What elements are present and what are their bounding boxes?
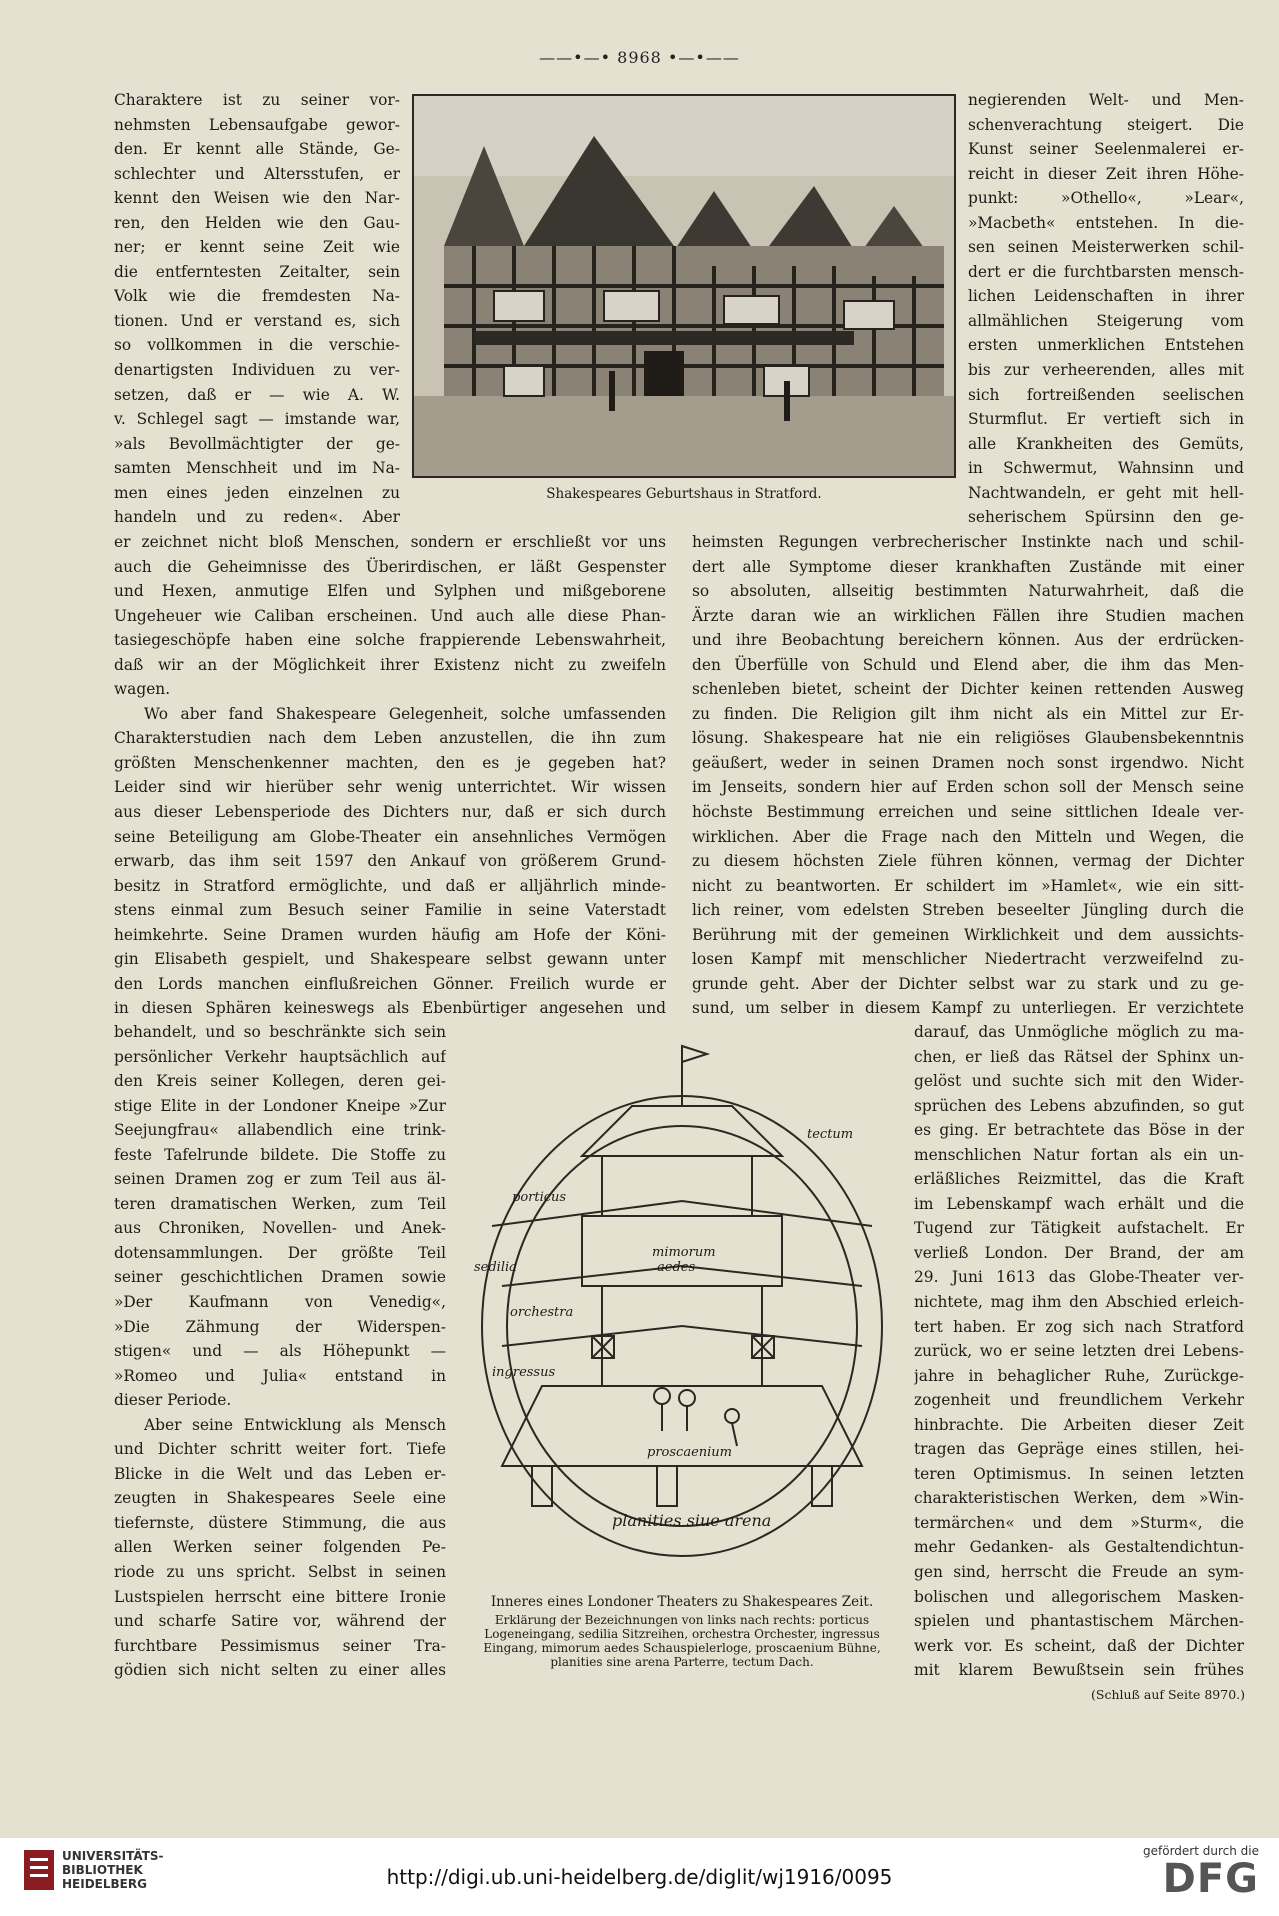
text-line: heimsten Regungen verbrecherischer Instinkte nach und schil-: [692, 533, 1244, 551]
text-line: aus Chroniken, Novellen- und Anek-: [114, 1219, 446, 1238]
text-line: Charaktere ist zu seiner vor-: [114, 91, 400, 109]
text-line: »Der Kaufmann von Venedig«,: [114, 1293, 446, 1312]
text-line: daß wir an der Möglichkeit ihrer Existenz nicht zu zweifeln: [114, 655, 666, 674]
birthplace-photo: [412, 94, 956, 478]
text-line: Leider sind wir hierüber sehr wenig unterrichtet. Wir wissen: [114, 778, 666, 797]
text-line: sen seinen Meisterwerken schil-: [968, 238, 1244, 257]
text-line: aus dieser Lebensperiode des Dichters nur, daß er sich durch: [114, 803, 666, 822]
text-line: tert haben. Er zog sich nach Stratford: [914, 1317, 1244, 1336]
text-line: sich fortreißenden seelischen: [968, 385, 1244, 404]
text-line: in diesen Sphären keineswegs als Ebenbürtiger angesehen und: [114, 999, 666, 1018]
footer-bar: [0, 1838, 1279, 1916]
text-line: Volk wie die fremdesten Na-: [114, 287, 400, 306]
text-line: »als Bevollmächtigter der ge-: [114, 434, 400, 453]
text-line: schlechter und Altersstufen, er: [114, 164, 400, 183]
page-number-header: [0, 48, 1279, 67]
text-line: gen sind, herrscht die Freude an sym-: [914, 1563, 1244, 1582]
text-line: »Romeo und Julia« entstand in: [114, 1366, 446, 1385]
text-line: seine Beteiligung am Globe-Theater ein ansehnliches Vermögen: [114, 827, 666, 846]
text-line: bolischen und allegorischem Masken-: [914, 1587, 1244, 1606]
text-line: reicht in dieser Zeit ihren Höhe-: [968, 164, 1244, 183]
left-column-lower: [114, 1020, 446, 1683]
text-line: 29. Juni 1613 das Globe-Theater ver-: [914, 1268, 1244, 1287]
text-line: seinen Dramen zog er zum Teil aus äl-: [114, 1170, 446, 1189]
text-line: die entferntesten Zeitalter, sein: [114, 262, 400, 281]
right-column-lower: [914, 1020, 1244, 1683]
dfg-text: DFG: [1162, 1856, 1259, 1902]
house-illustration: [414, 96, 954, 476]
text-line: jahre in behaglicher Ruhe, Zurückge-: [914, 1366, 1244, 1385]
text-line: dotensammlungen. Der größte Teil: [114, 1243, 446, 1262]
text-line: ren, den Helden wie den Gau-: [114, 213, 400, 232]
text-line: chen, er ließ das Rätsel der Sphinx un-: [914, 1047, 1244, 1066]
text-line: auch die Geheimnisse des Überirdischen, er läßt Gespenster: [114, 557, 666, 576]
text-line: gödien sich nicht selten zu einer alles: [114, 1661, 446, 1680]
text-line: denartigsten Individuen zu ver-: [114, 361, 400, 380]
text-line: größten Menschenkenner machten, den es je gegeben hat?: [114, 753, 666, 772]
text-line: und Dichter schritt weiter fort. Tiefe: [114, 1440, 446, 1459]
text-line: bis zur verheerenden, alles mit: [968, 361, 1244, 380]
text-line: den Lords manchen einflußreichen Gönner. Freilich wurde er: [114, 974, 666, 993]
text-line: setzen, daß er — wie A. W.: [114, 385, 400, 404]
text-line: den Überfülle von Schuld und Elend aber, die ihm das Men-: [692, 655, 1244, 674]
right-column-middle: [692, 530, 1244, 1021]
text-line: feste Tafelrunde bildete. Die Stoffe zu: [114, 1145, 446, 1164]
theatre-caption-text: Erklärung der Bezeichnungen von links nach rechts: porticus Logeneingang, sedilia Sitzreihen, orchestra Orchester, ingressus Eingang, mimorum aedes Schauspielerloge, proscaenium Bühne, planities sine arena Parterre, tectum Dach.: [483, 1613, 881, 1669]
text-line: Ärzte daran wie an wirklichen Fällen ihre Studien machen: [692, 606, 1244, 625]
text-line: den Kreis seiner Kollegen, deren gei-: [114, 1072, 446, 1091]
uni-line-1: UNIVERSITÄTS-: [62, 1849, 164, 1863]
text-line: lich reiner, vom edelsten Streben beseelter Jüngling durch die: [692, 901, 1244, 920]
text-line: lichen Leidenschaften in ihrer: [968, 287, 1244, 306]
text-line: stigen« und — als Höhepunkt —: [114, 1342, 446, 1361]
text-line: mehr Gedanken- als Gestaltendichtun-: [914, 1538, 1244, 1557]
text-line: tiefernste, düstere Stimmung, die aus: [114, 1513, 446, 1532]
text-line: negierenden Welt- und Men-: [968, 91, 1244, 109]
text-line: sprüchen des Lebens abzufinden, so gut: [914, 1096, 1244, 1115]
text-line: Seejungfrau« allabendlich eine trink-: [114, 1121, 446, 1140]
text-line: dieser Periode.: [114, 1391, 232, 1410]
text-line: alle Krankheiten des Gemüts,: [968, 434, 1244, 453]
text-line: Lustspielen herrscht eine bittere Ironie: [114, 1587, 446, 1606]
text-line: Nachtwandeln, er geht mit hell-: [968, 483, 1244, 502]
label-mimorum: mimorum: [652, 1245, 716, 1260]
text-line: und ihre Beobachtung bereichern können. Aus der erdrücken-: [692, 631, 1244, 650]
text-line: teren dramatischen Werken, zum Teil: [114, 1194, 446, 1213]
text-line: erläßliches Reizmittel, das die Kraft: [914, 1170, 1244, 1189]
text-line: termärchen« und dem »Sturm«, die: [914, 1513, 1244, 1532]
text-line: samten Menschheit und im Na-: [114, 459, 400, 478]
uni-line-3: HEIDELBERG: [62, 1877, 147, 1891]
text-line: dert er die furchtbarsten mensch-: [968, 262, 1244, 281]
ornament-right: •—•——: [667, 48, 740, 67]
text-line: handeln und zu reden«. Aber: [114, 508, 400, 527]
text-line: Tugend zur Tätigkeit aufstachelt. Er: [914, 1219, 1244, 1238]
text-line: darauf, das Unmögliche möglich zu ma-: [914, 1023, 1244, 1041]
text-line: so vollkommen in die verschie-: [114, 336, 400, 355]
text-line: den. Er kennt alle Stände, Ge-: [114, 140, 400, 159]
text-line: in Schwermut, Wahnsinn und: [968, 459, 1244, 478]
text-line: tionen. Und er verstand es, sich: [114, 311, 400, 330]
text-line: Wo aber fand Shakespeare Gelegenheit, solche umfassenden: [144, 704, 666, 723]
text-line: Berührung mit der gemeinen Wirklichkeit und dem aussichts-: [692, 925, 1244, 944]
text-line: höchste Bestimmung erreichen und seine sittlichen Ideale ver-: [692, 803, 1244, 822]
dfg-logo[interactable]: [1143, 1844, 1259, 1900]
text-line: erwarb, das ihm seit 1597 den Ankauf von größerem Grund-: [114, 852, 666, 871]
text-line: verließ London. Der Brand, der am: [914, 1243, 1244, 1262]
text-line: lösung. Shakespeare hat nie ein religiöses Glaubensbekenntnis: [692, 729, 1244, 748]
text-line: so absoluten, allseitig bestimmten Naturwahrheit, daß die: [692, 582, 1244, 601]
text-line: seiner geschichtlichen Dramen sowie: [114, 1268, 446, 1287]
text-line: »Die Zähmung der Widerspen-: [114, 1317, 446, 1336]
text-line: tasiegeschöpfe haben eine solche frappierende Lebenswahrheit,: [114, 631, 666, 650]
funded-by-text: gefördert durch die: [1143, 1844, 1259, 1858]
text-line: gelöst und suchte sich mit den Wider-: [914, 1072, 1244, 1091]
text-line: schenleben bietet, scheint der Dichter keinen rettenden Ausweg: [692, 680, 1244, 699]
text-line: Blicke in die Welt und das Leben er-: [114, 1464, 446, 1483]
text-line: er zeichnet nicht bloß Menschen, sondern er erschließt vor uns: [114, 533, 666, 551]
text-line: stige Elite in der Londoner Kneipe »Zur: [114, 1096, 446, 1115]
text-line: allmählichen Steigerung vom: [968, 311, 1244, 330]
text-line: hinbrachte. Die Arbeiten dieser Zeit: [914, 1415, 1244, 1434]
birthplace-caption: Shakespeares Geburtshaus in Stratford.: [546, 486, 822, 502]
text-line: nichtete, mag ihm den Abschied erleich-: [914, 1293, 1244, 1312]
text-line: und Hexen, anmutige Elfen und Sylphen und mißgeborene: [114, 582, 666, 601]
label-porticus: porticus: [512, 1190, 567, 1205]
text-line: menschlichen Natur fortan als ein un-: [914, 1145, 1244, 1164]
text-line: nicht zu beantworten. Er schildert im »Hamlet«, wie ein sitt-: [692, 876, 1244, 895]
text-line: stens einmal zum Besuch seiner Familie in seine Vaterstadt: [114, 901, 666, 920]
text-line: zeugten in Shakespeares Seele eine: [114, 1489, 446, 1508]
label-aedes: aedes: [657, 1260, 696, 1275]
text-line: riode zu uns spricht. Selbst in seinen: [114, 1563, 446, 1582]
theatre-caption-title: Inneres eines Londoner Theaters zu Shakespeares Zeit.: [490, 1594, 874, 1610]
text-line: Kunst seiner Seelenmalerei er-: [968, 140, 1244, 159]
text-line: im Jenseits, sondern hier auf Erden schon soll der Mensch seine: [692, 778, 1244, 797]
text-line: tragen das Gepräge eines stillen, hei-: [914, 1440, 1244, 1459]
text-line: seherischem Spürsinn den ge-: [968, 508, 1244, 527]
text-line: Sturmflut. Er vertieft sich in: [968, 410, 1244, 429]
text-line: zurück, wo er seine letzten drei Lebens-: [914, 1342, 1244, 1361]
text-line: charakteristischen Werken, dem »Win-: [914, 1489, 1244, 1508]
text-line: grunde geht. Aber der Dichter selbst war zu stark und zu ge-: [692, 974, 1244, 993]
text-line: sund, um selber in diesem Kampf zu unterliegen. Er verzichtete: [692, 999, 1244, 1018]
label-ingressus: ingressus: [492, 1365, 556, 1380]
text-line: und scharfe Satire vor, während der: [114, 1612, 446, 1631]
text-line: wagen.: [114, 680, 171, 699]
text-line: allen Werken seiner folgenden Pe-: [114, 1538, 446, 1557]
text-line: im Lebenskampf wach erhält und die: [914, 1194, 1244, 1213]
text-line: behandelt, und so beschränkte sich sein: [114, 1023, 446, 1041]
text-line: Aber seine Entwicklung als Mensch: [144, 1415, 446, 1434]
label-tectum: tectum: [807, 1127, 854, 1142]
text-line: v. Schlegel sagt — imstande war,: [114, 410, 400, 429]
text-line: heimkehrte. Seine Dramen wurden häufig am Hofe der Köni-: [114, 925, 666, 944]
text-line: es ging. Er betrachtete das Böse in der: [914, 1121, 1244, 1140]
label-orchestra: orchestra: [510, 1305, 574, 1320]
text-line: schenverachtung steigert. Die: [968, 115, 1244, 134]
text-line: Ungeheuer wie Caliban erscheinen. Und auch alle diese Phan-: [114, 606, 666, 625]
text-line: teren Optimismus. In seinen letzten: [914, 1464, 1244, 1483]
text-line: wirklichen. Aber die Frage nach den Mitteln und Wegen, die: [692, 827, 1244, 846]
text-line: zu finden. Die Religion gilt ihm nicht als ein Mittel zur Er-: [692, 704, 1244, 723]
page-number: 8968: [617, 48, 662, 67]
text-line: punkt: »Othello«, »Lear«,: [968, 189, 1244, 208]
text-line: losen Kampf mit menschlicher Niedertracht verzweifelnd zu-: [692, 950, 1244, 969]
text-line: mit klarem Bewußtsein sein frühes: [914, 1661, 1244, 1680]
source-url[interactable]: http://digi.ub.uni-heidelberg.de/diglit/wj1916/0095: [386, 1865, 893, 1889]
text-line: kennt den Weisen wie den Nar-: [114, 189, 400, 208]
text-line: spielen und phantastischem Märchen-: [914, 1612, 1244, 1631]
text-line: dert alle Symptome dieser krankhaften Zustände mit einer: [692, 557, 1244, 576]
continuation-note: (Schluß auf Seite 8970.): [1091, 1687, 1245, 1702]
text-line: persönlicher Verkehr hauptsächlich auf: [114, 1047, 446, 1066]
label-proscaenium: proscaenium: [647, 1445, 732, 1460]
text-line: zu diesem höchsten Ziele führen können, vermag der Dichter: [692, 852, 1244, 871]
left-column-middle: [114, 530, 666, 1021]
text-line: nehmsten Lebensaufgabe gewor-: [114, 115, 400, 134]
text-line: geäußert, weder in seinen Dramen noch sonst irgendwo. Nicht: [692, 753, 1244, 772]
text-line: ersten unmerklichen Entstehen: [968, 336, 1244, 355]
text-line: besitz in Stratford ermöglichte, und daß er alljährlich minde-: [114, 876, 666, 895]
text-line: Charakterstudien nach dem Leben anzustellen, die ihn zum: [114, 729, 666, 748]
left-column-top: [114, 88, 400, 530]
text-line: men eines jeden einzelnen zu: [114, 483, 400, 502]
text-line: gin Elisabeth gespielt, und Shakespeare selbst gewann unter: [114, 950, 666, 969]
label-sedilia: sedilia: [474, 1260, 517, 1275]
figure-birthplace: [412, 94, 956, 502]
right-column-top: [968, 88, 1244, 530]
ornament-left: ——•—•: [539, 48, 612, 67]
theatre-sketch: [462, 1026, 902, 1586]
text-line: »Macbeth« entstehen. In die-: [968, 213, 1244, 232]
figure-theatre: [462, 1026, 902, 1669]
uni-line-2: BIBLIOTHEK: [62, 1863, 143, 1877]
label-planities: planities siue arena: [612, 1511, 772, 1530]
text-line: zogenheit und freundlichem Verkehr: [914, 1391, 1244, 1410]
text-line: ner; er kennt seine Zeit wie: [114, 238, 400, 257]
text-line: werk vor. Es scheint, daß der Dichter: [914, 1636, 1244, 1655]
text-line: furchtbare Pessimismus seiner Tra-: [114, 1636, 446, 1655]
